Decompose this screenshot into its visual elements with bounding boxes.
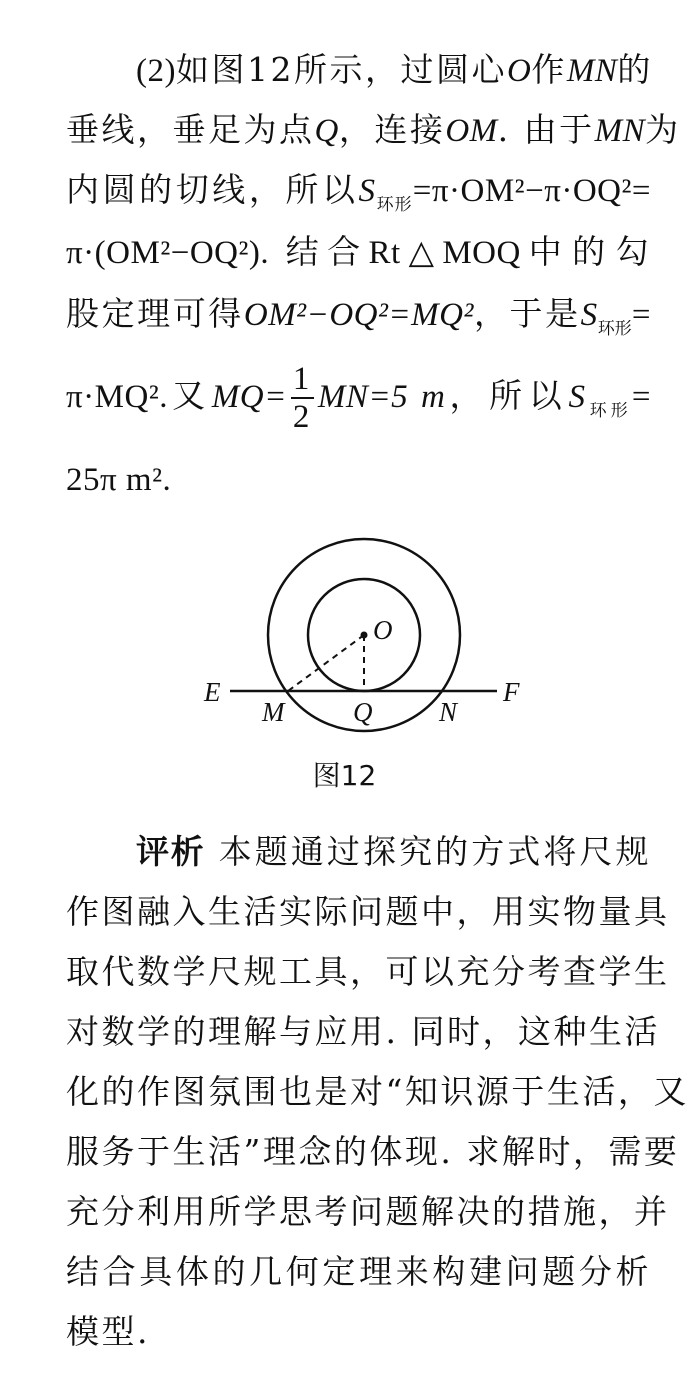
figure-caption: 图12	[312, 759, 377, 792]
text: 垂线，垂足为点	[66, 110, 315, 149]
formula: =π·OM²−π·OQ²=	[412, 173, 652, 209]
text: 内圆的切线，所以	[66, 170, 359, 209]
commentary-line-9: 模型.	[66, 1312, 150, 1351]
solution-line-1	[136, 48, 651, 93]
label-m: M	[262, 697, 285, 727]
text: ，连接	[338, 110, 446, 149]
commentary-line-2: 作图融入生活实际问题中，用实物量具	[66, 892, 670, 931]
text: . 由于	[497, 110, 595, 149]
segment-om	[288, 635, 364, 691]
text: 的	[617, 50, 653, 89]
commentary-heading: 评析	[136, 832, 206, 871]
text: 本题通过探究的方式将尺规	[218, 832, 652, 871]
formula: π·MQ².	[66, 379, 168, 415]
solution-line-2	[66, 108, 681, 153]
subscript-annulus: 环形	[585, 401, 632, 421]
commentary-line-1	[136, 830, 651, 874]
solution-line-5: 股定理可得OM²−OQ²=MQ²，于是$S_{环形}=$	[66, 294, 652, 339]
figure-12	[0, 515, 689, 755]
formula: π·(OM²−OQ²). 结合	[66, 235, 369, 271]
subscript-annulus: 环形	[597, 319, 632, 339]
solution-line-4	[66, 230, 651, 275]
numerator: 1	[292, 361, 312, 397]
denominator: 2	[292, 399, 312, 435]
formula: MQ=	[211, 379, 287, 415]
solution-line-7: 25π m².	[66, 462, 172, 498]
part-label: (2)	[136, 53, 176, 89]
text: 为	[645, 110, 681, 149]
var-o: O	[506, 53, 532, 89]
commentary-line-8: 结合具体的几何定理来构建问题分析	[66, 1252, 651, 1291]
label-q: Q	[353, 697, 373, 727]
label-n: N	[439, 697, 458, 727]
solution-line-3: 内圆的切线，所以$S_{环形}=\pi\cdot OM^2-\pi\cdot OQ^2=$	[66, 170, 652, 215]
text: 如图12所示，过圆心	[175, 50, 507, 89]
commentary-line-5: 化的作图氛围也是对“知识源于生活，又	[66, 1072, 689, 1111]
label-f: F	[503, 677, 520, 707]
formula: OM²−OQ²=MQ²	[243, 297, 474, 333]
label-o: O	[373, 615, 393, 645]
commentary-line-7: 充分利用所学思考问题解决的措施，并	[66, 1192, 670, 1231]
fraction-one-half	[291, 361, 314, 435]
var-q: Q	[314, 113, 339, 149]
solution-line-6: π·MQ².又MQ= $\frac{1}{2}$ MN=5 m，所以$S_{环形}=$	[66, 361, 652, 435]
var-mn: MN	[594, 113, 646, 149]
text: 又	[167, 376, 212, 415]
commentary-line-4: 对数学的理解与应用. 同时，这种生活	[66, 1012, 660, 1051]
subscript-annulus: 环形	[375, 195, 413, 215]
commentary-line-6: 服务于生活”理念的体现. 求解时，需要	[66, 1132, 680, 1171]
var-om: OM	[445, 113, 498, 149]
label-e: E	[204, 677, 221, 707]
var-mn: MN	[566, 53, 618, 89]
text: 中的勾	[520, 232, 651, 271]
text: ，于是	[473, 294, 581, 333]
formula: MN=5 m	[317, 379, 446, 415]
commentary-line-3: 取代数学尺规工具，可以充分考查学生	[66, 952, 670, 991]
text: 股定理可得	[66, 294, 244, 333]
text: ，所以	[445, 376, 569, 415]
formula: Rt△MOQ	[368, 235, 521, 271]
text: 作	[531, 50, 567, 89]
center-point-o	[361, 632, 368, 639]
